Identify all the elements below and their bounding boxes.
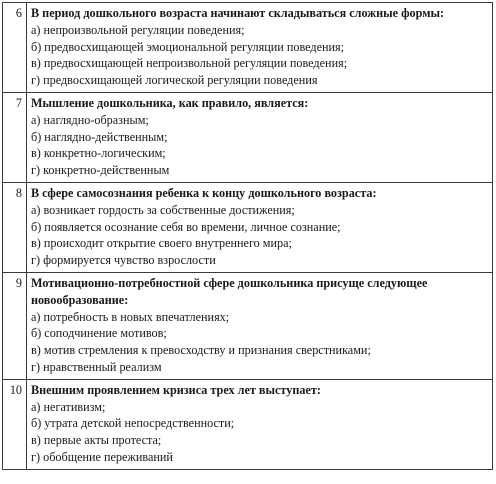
question-body	[27, 272, 493, 379]
answer-option: в) мотив стремления к превосходству и признания сверстниками;	[31, 343, 371, 358]
question-row	[3, 272, 493, 379]
question-row	[3, 182, 493, 272]
question-text: Мышление дошкольника, как правило, является:	[31, 95, 309, 110]
answer-option: г) предвосхищающей логической регуляции поведения	[31, 73, 318, 88]
question-number: 9	[3, 272, 27, 379]
answer-option: а) наглядно-образным;	[31, 112, 149, 127]
answer-option: б) утрата детской непосредственности;	[31, 416, 235, 431]
answer-option: г) конкретно-действенным	[31, 163, 170, 178]
answer-option: а) негативизм;	[31, 399, 106, 414]
questions-table	[2, 2, 493, 470]
question-text: Внешним проявлением кризиса трех лет выступает:	[31, 382, 321, 397]
question-row	[3, 379, 493, 469]
answer-option: а) возникает гордость за собственные достижения;	[31, 202, 295, 217]
question-body	[27, 379, 493, 469]
answer-option: а) непроизвольной регуляции поведения;	[31, 22, 245, 37]
answer-option: а) потребность в новых впечатлениях;	[31, 309, 230, 324]
question-number: 6	[3, 3, 27, 93]
answer-option: г) формируется чувство взрослости	[31, 253, 216, 268]
answer-option: в) предвосхищающей непроизвольной регуляции поведения;	[31, 56, 348, 71]
question-number: 8	[3, 182, 27, 272]
answer-option: г) обобщение переживаний	[31, 449, 173, 464]
question-row	[3, 92, 493, 182]
question-body	[27, 92, 493, 182]
question-row	[3, 3, 493, 93]
question-body	[27, 182, 493, 272]
question-number: 7	[3, 92, 27, 182]
answer-option: в) конкретно-логическим;	[31, 146, 166, 161]
answer-option: в) первые акты протеста;	[31, 433, 162, 448]
question-text: В период дошкольного возраста начинают складываться сложные формы:	[31, 6, 445, 20]
answer-option: б) соподчинение мотивов;	[31, 326, 167, 341]
answer-option: г) нравственный реализм	[31, 359, 162, 374]
answer-option: б) предвосхищающей эмоциональной регуляции поведения;	[31, 39, 345, 54]
answer-option: б) появляется осознание себя во времени, личное сознание;	[31, 219, 341, 234]
question-number: 10	[3, 379, 27, 469]
answer-option: в) происходит открытие своего внутреннего мира;	[31, 236, 292, 251]
question-body	[27, 3, 493, 93]
question-text: В сфере самосознания ребенка к концу дошкольного возраста:	[31, 185, 377, 200]
answer-option: б) наглядно-действенным;	[31, 129, 168, 144]
question-text: Мотивационно-потребностной сфере дошкольника присуще следующее новообразование:	[31, 275, 428, 307]
